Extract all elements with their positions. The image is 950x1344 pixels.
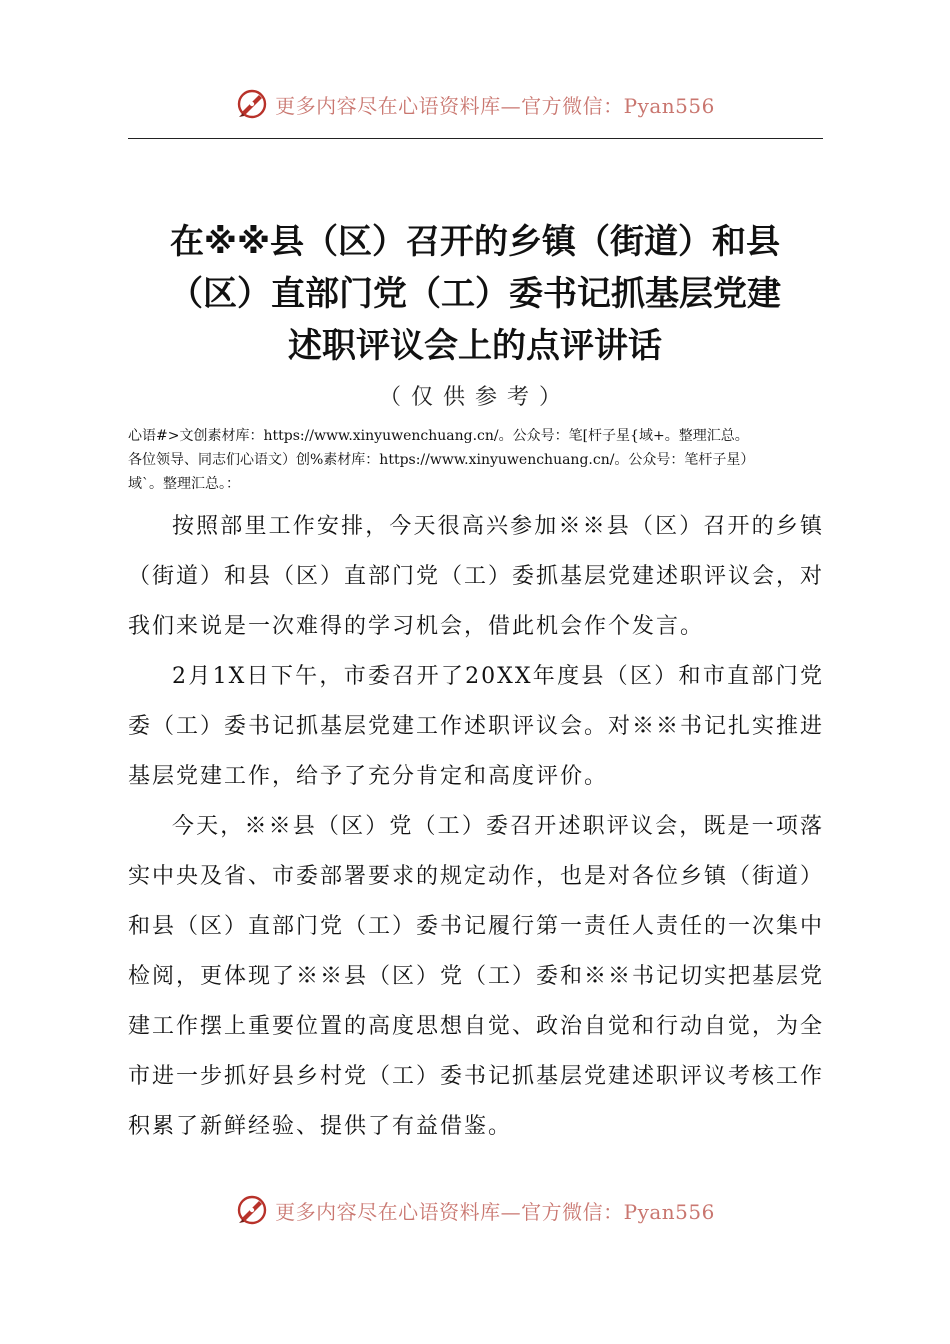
source-note: [128, 424, 828, 496]
header-divider: [128, 138, 823, 139]
header-banner: [0, 84, 950, 124]
document-body: [128, 502, 824, 1152]
title-line-1: 在※※县（区）召开的乡镇（街道）和县: [169, 222, 781, 262]
source-note-line-2: 各位领导、同志们心语文）创%素材库：https://www.xinyuwenchuang.cn/。公众号：笔杆子星）: [128, 452, 755, 468]
pen-nib-circle-logo-icon: [235, 1193, 269, 1227]
source-note-line-3: 域`。整理汇总。：: [128, 476, 240, 492]
body-paragraph-1: 按照部里工作安排，今天很高兴参加※※县（区）召开的乡镇（街道）和县（区）直部门党（工）委抓基层党建述职评议会，对我们来说是一次难得的学习机会，借此机会作个发言。: [128, 514, 825, 639]
pen-nib-circle-logo-icon: [235, 87, 269, 121]
document-subtitle: （仅供参考）: [378, 385, 571, 410]
source-note-line-1: 心语#>文创素材库：https://www.xinyuwenchuang.cn/。公众号：笔[杆子星{域+。整理汇总。: [128, 428, 749, 444]
body-paragraph-3: 今天，※※县（区）党（工）委召开述职评议会，既是一项落实中央及省、市委部署要求的规定动作，也是对各位乡镇（街道）和县（区）直部门党（工）委书记履行第一责任人责任的一次集中检阅，更体现了※※县（区）党（工）委和※※书记切实把基层党建工作摆上重要位置的高度思想自觉、政治自觉和行动自觉，为全市进一步抓好县乡村党（工）委书记抓基层党建述职评议考核工作积累了新鲜经验、提供了有益借鉴。: [128, 814, 825, 1139]
title-line-3: 述职评议会上的点评讲话: [288, 326, 662, 366]
footer-banner-text: 更多内容尽在心语资料库—官方微信：Pyan556: [275, 1199, 715, 1224]
body-paragraph-2: 2月1X日下午，市委召开了20XX年度县（区）和市直部门党委（工）委书记抓基层党建工作述职评议会。对※※书记扎实推进基层党建工作，给予了充分肯定和高度评价。: [128, 664, 825, 789]
footer-banner: [0, 1190, 950, 1230]
document-title: [110, 216, 840, 372]
title-line-2: （区）直部门党（工）委书记抓基层党建: [169, 274, 781, 314]
header-banner-text: 更多内容尽在心语资料库—官方微信：Pyan556: [275, 93, 715, 118]
